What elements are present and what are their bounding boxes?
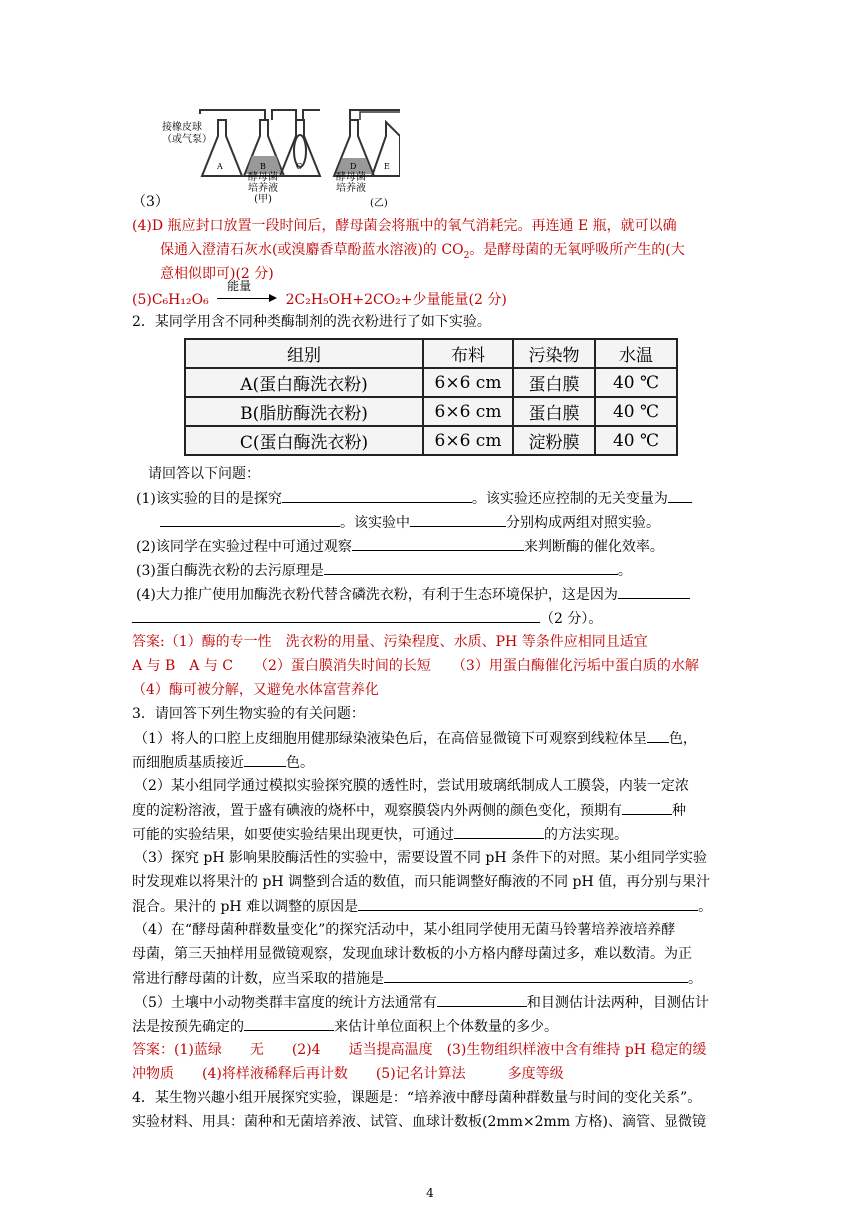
q3-sub4-line2: 母菌，第三天抽样用显微镜观察，发现血球计数板的小方格内酵母菌过多，难以数清。为正 bbox=[132, 946, 692, 962]
q2-answer-line1: 答案:（1）酶的专一性 洗衣粉的用量、污染程度、水质、PH 等条件应相同且适宜 bbox=[132, 634, 648, 650]
q3-sub1-line2: 而细胞质基质接近 色。 bbox=[132, 752, 314, 773]
apparatus-figure bbox=[160, 106, 400, 209]
table-header: 布料 bbox=[423, 339, 513, 368]
table-header: 组别 bbox=[185, 339, 423, 368]
table-row bbox=[185, 368, 677, 397]
q1-answer4-line2: 保通入澄清石灰水(或溴麝香草酚蓝水溶液)的 $CO_2$。是酵母菌的无氧呼吸所产生的(大 bbox=[160, 242, 685, 261]
medium-label-2: 酵母菌 bbox=[336, 172, 366, 183]
enzyme-table bbox=[184, 338, 678, 456]
q2-sub2: (2)该同学在实验过程中可通过观察 来判断酶的催化效率。 bbox=[136, 536, 664, 557]
q2-sub4-line2: （2 分）。 bbox=[132, 608, 602, 629]
q3-sub4-line3: 常进行酵母菌的计数，应当采取的措施是 。 bbox=[132, 968, 702, 989]
medium-label-1: 酵母菌 bbox=[248, 172, 278, 183]
table-cell: 6×6 cm bbox=[423, 368, 513, 397]
q3-sub2-line2: 度的淀粉溶液，置于盛有碘液的烧杯中，观察膜袋内外两侧的颜色变化，预期有 种 bbox=[132, 800, 686, 821]
table-cell: 6×6 cm bbox=[423, 426, 513, 455]
table-row bbox=[185, 426, 677, 455]
q3-sub1-line1: （1）将人的口腔上皮细胞用健那绿染液染色后，在高倍显微镜下可观察到线粒体呈 色， bbox=[134, 728, 697, 749]
group-a-label: (甲) bbox=[254, 194, 272, 205]
q1-answer4-line3: 意相似即可)(2 分) bbox=[160, 266, 274, 282]
q3-stem: 3．请回答下列生物实验的有关问题： bbox=[132, 706, 365, 722]
q3-sub2-line1: （2）某小组同学通过模拟实验探究膜的透性时，尝试用玻璃纸制成人工膜袋，内装一定浓 bbox=[134, 778, 689, 794]
table-cell: A(蛋白酶洗衣粉) bbox=[185, 368, 423, 397]
table-cell: 40 ℃ bbox=[595, 397, 677, 426]
flask-d-label: D bbox=[350, 162, 357, 171]
pump-label-2: （或气泵） bbox=[162, 134, 212, 145]
pump-label: 接橡皮球 bbox=[162, 122, 202, 133]
q3-sub3-line2: 时发现难以将果汁的 pH 调整到合适的数值，而只能调整好酶液的不同 pH 值，再分别与果汁 bbox=[132, 874, 711, 890]
q3-sub2-line3: 可能的实验结果，如要使实验结果出现更快，可通过 的方法实现。 bbox=[132, 824, 628, 845]
q2-sub4-line1: (4)大力推广使用加酶洗衣粉代替含磷洗衣粉，有利于生态环境保护，这是因为 bbox=[136, 584, 690, 605]
table-cell: 40 ℃ bbox=[595, 368, 677, 397]
table-cell: 淀粉膜 bbox=[513, 426, 595, 455]
q2-stem: 2．某同学用含不同种类酶制剂的洗衣粉进行了如下实验。 bbox=[132, 314, 491, 330]
table-cell: 40 ℃ bbox=[595, 426, 677, 455]
flask-a-label: A bbox=[217, 162, 223, 171]
table-cell: B(脂肪酶洗衣粉) bbox=[185, 397, 423, 426]
q4-line1: 4．某生物兴趣小组开展探究实验，课题是：“培养液中酵母菌种群数量与时间的变化关系”。 bbox=[132, 1090, 702, 1106]
q2-sub3: (3)蛋白酶洗衣粉的去污原理是 。 bbox=[136, 560, 632, 581]
medium-label-1b: 培养液 bbox=[248, 183, 278, 194]
flask-b-label: B bbox=[260, 162, 266, 171]
page-number: 4 bbox=[426, 1186, 434, 1200]
table-cell: 6×6 cm bbox=[423, 397, 513, 426]
medium-label-2b: 培养液 bbox=[336, 183, 366, 194]
equation-right: 2C₂H₅OH+2CO₂+少量能量(2 分) bbox=[285, 292, 507, 308]
q2-sub1-line2: 。该实验中 分别构成两组对照实验。 bbox=[160, 512, 660, 533]
q1-answer5 bbox=[132, 279, 507, 310]
q2-answer-line2: A 与 B A 与 C （2）蛋白膜消失时间的长短 （3）用蛋白酶催化污垢中蛋白质的水解 bbox=[132, 658, 699, 674]
equation-left: (5)C₆H₁₂O₆ bbox=[132, 292, 209, 308]
table-row bbox=[185, 397, 677, 426]
table-cell: C(蛋白酶洗衣粉) bbox=[185, 426, 423, 455]
table-cell: 蛋白膜 bbox=[513, 368, 595, 397]
table-header: 水温 bbox=[595, 339, 677, 368]
q3-sub5-line1: （5）土壤中小动物类群丰富度的统计方法通常有 和目测估计法两种，目测估计 bbox=[134, 992, 709, 1013]
reaction-arrow: 能量 bbox=[217, 290, 277, 304]
q3-sub5-line2: 法是按预先确定的 来估计单位面积上个体数量的多少。 bbox=[132, 1016, 558, 1037]
q2-ask: 请回答以下问题： bbox=[148, 466, 260, 482]
q2-sub1-line1: (1)该实验的目的是探究 。该实验还应控制的无关变量为 bbox=[136, 488, 692, 509]
flask-c-label: C bbox=[296, 162, 303, 171]
q3-answer-line2: 冲物质 (4)将样液稀释后再计数 (5)记名计算法 多度等级 bbox=[132, 1066, 564, 1082]
table-header-row bbox=[185, 339, 677, 368]
q3-answer-line1: 答案：(1)蓝绿 无 (2)4 适当提高温度 (3)生物组织样液中含有维持 pH 稳定的缓 bbox=[132, 1042, 707, 1058]
q1-part3: （3） bbox=[132, 194, 169, 210]
group-b-label: (乙) bbox=[370, 198, 388, 209]
q3-sub3-line3: 混合。果汁的 pH 难以调整的原因是 。 bbox=[132, 896, 712, 917]
table-header: 污染物 bbox=[513, 339, 595, 368]
flask-e-label: E bbox=[384, 162, 390, 171]
q4-line2: 实验材料、用具：菌种和无菌培养液、试管、血球计数板(2mm×2mm 方格)、滴管、显微镜 bbox=[132, 1114, 707, 1130]
q3-sub3-line1: （3）探究 pH 影响果胶酶活性的实验中，需要设置不同 pH 条件下的对照。某小组同学实验 bbox=[134, 850, 708, 866]
q3-sub4-line1: （4）在“酵母菌种群数量变化”的探究活动中，某小组同学使用无菌马铃薯培养液培养酵 bbox=[134, 922, 676, 938]
table-cell: 蛋白膜 bbox=[513, 397, 595, 426]
q2-answer-line3: （4）酶可被分解，又避免水体富营养化 bbox=[132, 682, 379, 698]
q1-answer4-line1: (4)D 瓶应封口放置一段时间后，酵母菌会将瓶中的氧气消耗完。再连通 E 瓶，就可以确 bbox=[132, 218, 677, 234]
